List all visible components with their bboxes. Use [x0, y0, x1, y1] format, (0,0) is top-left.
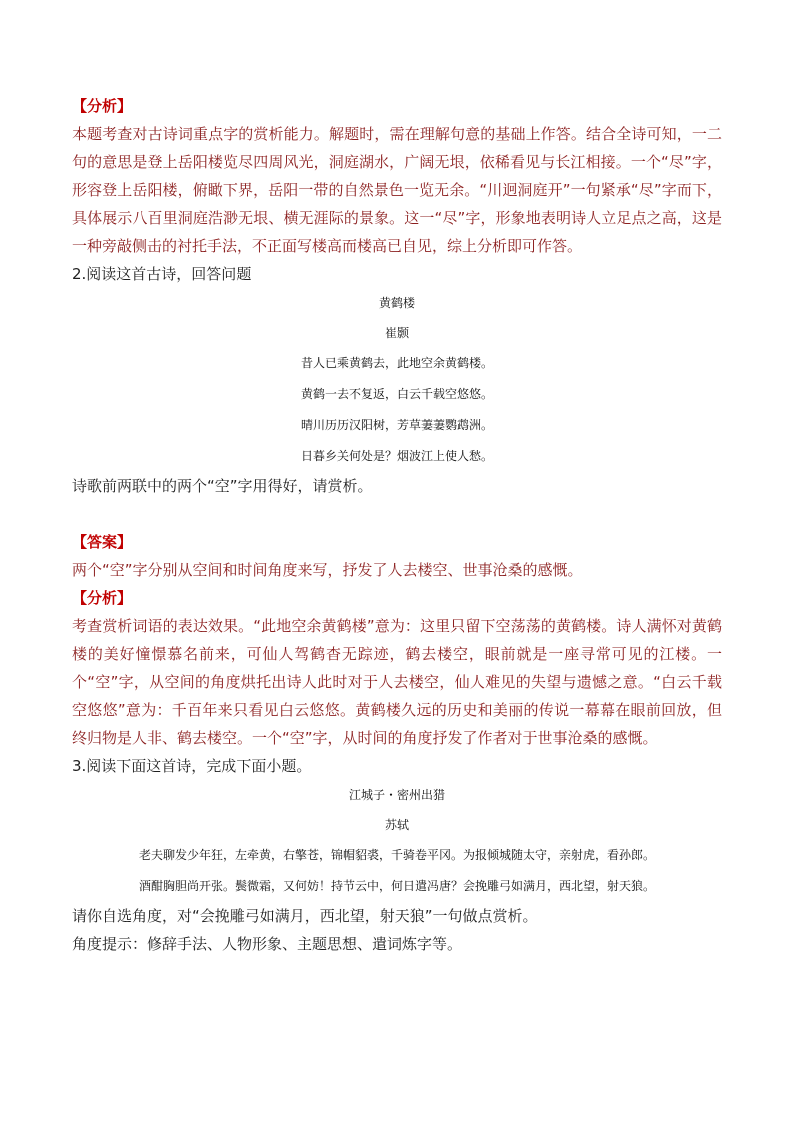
- analysis-heading-2: 【分析】: [72, 589, 133, 607]
- poem-line: 黄鹤一去不复返，白云千载空悠悠。: [300, 387, 493, 401]
- poem-title: 黄鹤楼: [378, 296, 415, 310]
- question-3-question: 请你自选角度，对“会挽雕弓如满月，西北望，射天狼”一句做点赏析。: [72, 907, 538, 925]
- poem-2-line: 酒酣胸胆尚开张。鬓微霜，又何妨！持节云中，何日遣冯唐？会挽雕弓如满月，西北望，射天狼。: [138, 879, 655, 893]
- question-3-prompt: 3.阅读下面这首诗，完成下面小题。: [72, 757, 312, 775]
- analysis-paragraph: 本题考查对古诗词重点字的赏析能力。解题时，需在理解句意的基础上作答。结合全诗可知，一二句的意思是登上岳阳楼览尽四周风光，洞庭湖水，广阔无垠，依稀看见与长江相接。一个“尽”字，形容登上岳阳楼，俯瞰下界，岳阳一带的自然景色一览无余。“川迥洞庭开”一句紧承“尽”字而下，具体展示八百里洞庭浩渺无垠、横无涯际的景象。这一“尽”字，形象地表明诗人立足点之高，这是一种旁敲侧击的衬托手法，不正面写楼高而楼高已自见，综上分析即可作答。: [72, 125, 722, 255]
- poem-line: 晴川历历汉阳树，芳草萋萋鹦鹉洲。: [300, 418, 493, 432]
- question-2-question: 诗歌前两联中的两个“空”字用得好，请赏析。: [72, 477, 373, 495]
- poem-2-line: 老夫聊发少年狂，左牵黄，右擎苍，锦帽貂裘，千骑卷平冈。为报倾城随太守，亲射虎，看孙郎。: [138, 848, 655, 862]
- analysis-paragraph-2: 考查赏析词语的表达效果。“此地空余黄鹤楼”意为：这里只留下空荡荡的黄鹤楼。诗人满怀对黄鹤楼的美好憧憬慕名前来，可仙人驾鹤杳无踪迹，鹤去楼空，眼前就是一座寻常可见的江楼。一个“空”字，从空间的角度烘托出诗人此时对于人去楼空，仙人难见的失望与遗憾之意。“白云千载空悠悠”意为：千百年来只看见白云悠悠。黄鹤楼久远的历史和美丽的传说一幕幕在眼前回放，但终归物是人非、鹤去楼空。一个“空”字，从时间的角度抒发了作者对于世事沧桑的感慨。: [72, 617, 722, 747]
- analysis-heading: 【分析】: [72, 97, 133, 115]
- question-3-hint: 角度提示：修辞手法、人物形象、主题思想、遣词炼字等。: [72, 935, 463, 953]
- document-page: [72, 92, 722, 958]
- answer-paragraph: 两个“空”字分别从空间和时间角度来写，抒发了人去楼空、世事沧桑的感慨。: [72, 561, 583, 579]
- poem-author: 崔颢: [384, 326, 409, 340]
- question-2-prompt: 2.阅读这首古诗，回答问题: [72, 265, 252, 283]
- poem-line: 昔人已乘黄鹤去，此地空余黄鹤楼。: [300, 356, 493, 370]
- answer-heading: 【答案】: [72, 533, 133, 551]
- poem-line: 日暮乡关何处是？烟波江上使人愁。: [300, 449, 493, 463]
- spacer: [72, 500, 722, 528]
- poem-2-title: 江城子・密州出猎: [348, 788, 445, 802]
- poem-2-author: 苏轼: [384, 818, 409, 832]
